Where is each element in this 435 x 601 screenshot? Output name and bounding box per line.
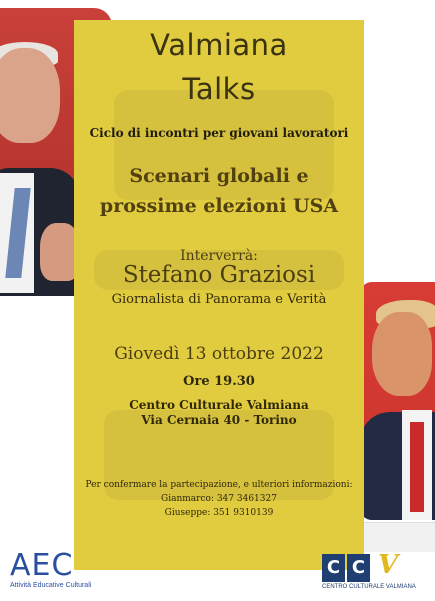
poster-panel bbox=[74, 20, 364, 570]
topic-line-1: Scenari globali e bbox=[129, 165, 309, 187]
speaker-intro: Interverrà: bbox=[180, 248, 258, 264]
ccv-logo bbox=[322, 550, 422, 594]
ccv-logo-c1: C bbox=[322, 554, 345, 582]
speaker-name: Stefano Graziosi bbox=[122, 262, 316, 288]
speaker-role: Giornalista di Panorama e Verità bbox=[111, 292, 327, 307]
ccv-logo-c2: C bbox=[347, 554, 370, 582]
event-time: Ore 19.30 bbox=[183, 374, 255, 389]
title-line-1: Valmiana bbox=[150, 28, 288, 62]
contact-giuseppe: Giuseppe: 351 9310139 bbox=[164, 508, 274, 518]
ccv-logo-subtitle: CENTRO CULTURALE VALMIANA bbox=[322, 584, 416, 590]
aec-logo-letters: AEC bbox=[10, 548, 74, 583]
newspaper-strip bbox=[364, 522, 435, 552]
contact-gianmarco: Gianmarco: 347 3461327 bbox=[161, 494, 277, 504]
portrait-face bbox=[0, 48, 60, 143]
event-date: Giovedì 13 ottobre 2022 bbox=[114, 344, 324, 364]
ccv-logo-v: V bbox=[378, 550, 399, 580]
aec-logo-subtitle: Attività Educative Culturali bbox=[10, 582, 92, 589]
portrait-face bbox=[372, 312, 432, 396]
subtitle: Ciclo di incontri per giovani lavoratori bbox=[89, 126, 349, 140]
portrait-tie bbox=[410, 422, 424, 512]
topic-line-2: prossime elezioni USA bbox=[99, 195, 339, 217]
venue-name: Centro Culturale Valmiana bbox=[129, 398, 309, 412]
title-line-2: Talks bbox=[182, 72, 256, 106]
right-portrait-photo bbox=[360, 282, 435, 520]
contact-intro: Per confermare la partecipazione, e ulteriori informazioni: bbox=[85, 480, 353, 490]
aec-logo bbox=[10, 550, 114, 594]
venue-address: Via Cernaia 40 - Torino bbox=[141, 413, 297, 427]
